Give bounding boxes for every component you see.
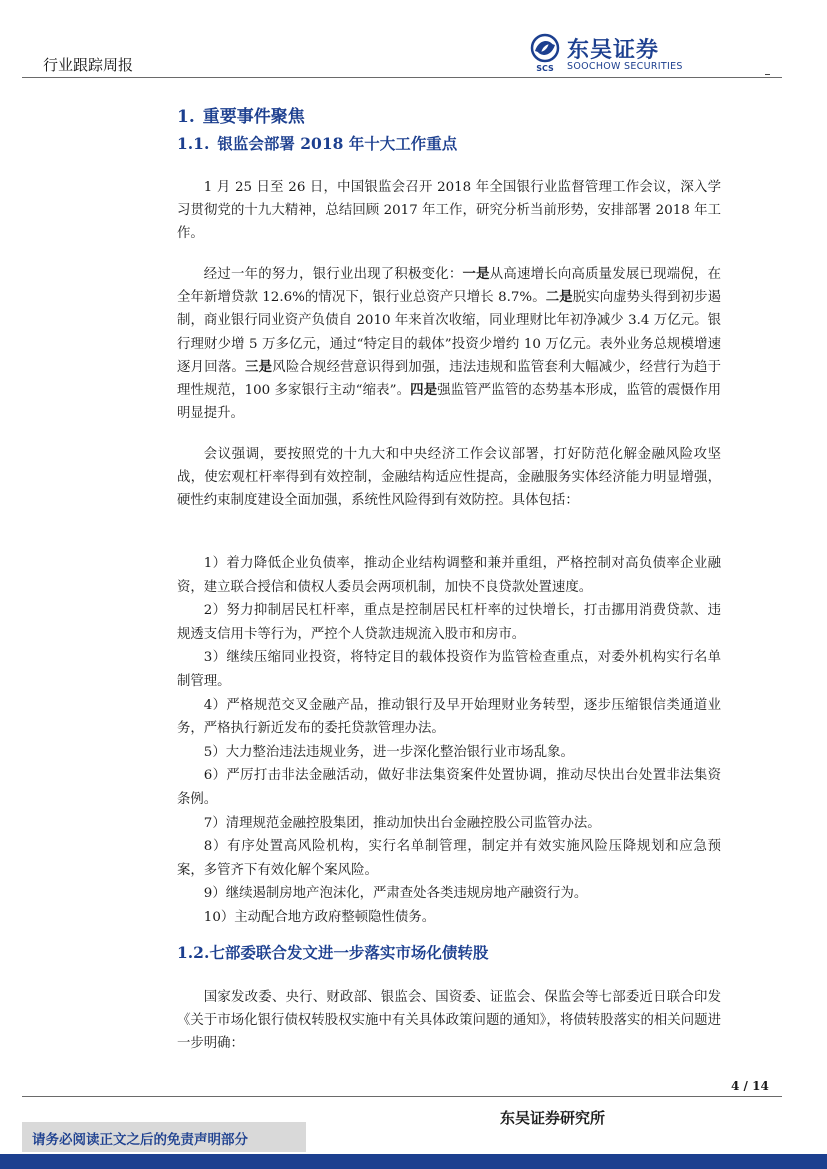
list-item: 1）着力降低企业负债率，推动企业结构调整和兼并重组，严格控制对高负债率企业融资，建立联合授信和债权人委员会两项机制，加快不良贷款处置速度。: [177, 556, 721, 595]
section-1-title: 重要事件聚焦: [202, 107, 305, 127]
footer-divider: [22, 1096, 782, 1097]
section-1-2-heading: [177, 941, 488, 963]
text-span: 脱实向虚势头得到初步遏制，商业银行同业资产负债自 2010 年来首次收缩，同业理财比年初净减少 3.4 万亿元。银行理财少增 5 万多亿元，通过“特定目的载体”投资少增约 10 万亿元。表外业务总规模增速逐月回落。: [177, 290, 721, 375]
disclaimer-banner: [22, 1122, 306, 1152]
work-priorities-list: [177, 552, 721, 930]
logo-chinese-name: 东吴证券: [567, 38, 660, 63]
list-item: 5）大力整治违法违规业务，进一步深化整治银行业市场乱象。: [203, 744, 574, 760]
list-item: 7）清理规范金融控股集团，推动加快出台金融控股公司监管办法。: [203, 815, 601, 831]
section-1-1-number: 1.1.: [177, 134, 210, 153]
paragraph-debt-equity-swap: 国家发改委、央行、财政部、银监会、国资委、证监会、保监会等七部委近日联合印发《关于市场化银行债权转股权实施中有关具体政策问题的通知》，将债转股落实的相关问题进一步明确：: [177, 990, 721, 1052]
section-1-2-title: 七部委联合发文进一步落实市场化债转股: [209, 943, 489, 962]
header-corner-mark: [765, 74, 770, 75]
list-item: 4）严格规范交叉金融产品，推动银行及早开始理财业务转型，逐步压缩银信类通道业务，严格执行新近发布的委托贷款管理办法。: [177, 697, 721, 737]
section-1-number: 1.: [177, 107, 195, 127]
logo-english-name: SOOCHOW SECURITIES: [567, 61, 683, 72]
header-divider: [22, 77, 782, 78]
list-item: 3）继续压缩同业投资，将特定目的载体投资作为监管检查重点，对委外机构实行名单制管理。: [177, 650, 721, 689]
paragraph-meeting-intro: 1 月 25 日至 26 日，中国银监会召开 2018 年全国银行业监督管理工作会议，深入学习贯彻党的十九大精神，总结回顾 2017 年工作，研究分析当前形势，安排部署 2018 年工作。: [177, 180, 721, 242]
section-1-1-title: 银监会部署 2018 年十大工作重点: [217, 134, 458, 153]
list-item: 9）继续遏制房地产泡沫化，严肃查处各类违规房地产融资行为。: [203, 886, 588, 902]
paragraph-meeting-emphasis: 会议强调，要按照党的十九大和中央经济工作会议部署，打好防范化解金融风险攻坚战，使宏观杠杆率得到有效控制，金融结构适应性提高，金融服务实体经济能力明显增强，硬性约束制度建设全面加强，系统性风险得到有效防控。具体包括：: [177, 447, 721, 509]
text-span: 经过一年的努力，银行业出现了积极变化：: [203, 267, 463, 282]
brand-logo: [527, 33, 697, 75]
logo-mark-icon: [527, 33, 563, 73]
bold-marker: 二是: [545, 289, 573, 306]
bold-marker: 一是: [462, 266, 490, 282]
logo-mark-text: SCS: [536, 64, 554, 73]
section-1-2-number: 1.2.: [177, 943, 210, 962]
text-span: 风险合规经营意识得到加强，违法违规和监管套利大幅减少，经营行为趋于理性规范，100 多家银行主动“缩表”。: [177, 359, 722, 399]
report-type-label: 行业跟踪周报: [43, 56, 134, 74]
list-item: 6）严厉打击非法金融活动，做好非法集资案件处置协调，推动尽快出台处置非法集资条例。: [177, 768, 721, 807]
bold-marker: 四是: [410, 382, 438, 399]
list-item: 8）有序处置高风险机构，实行名单制管理，制定并有效实施风险压降规划和应急预案，多管齐下有效化解个案风险。: [177, 839, 721, 878]
paragraph-positive-changes: [177, 263, 721, 425]
text-span: 强监管严监管的态势基本形成，监管的震慑作用明显提升。: [177, 383, 722, 422]
disclaimer-text: 请务必阅读正文之后的免责声明部分: [32, 1132, 248, 1148]
footer-research-institute: 东吴证券研究所: [500, 1109, 606, 1127]
section-1-heading: [177, 102, 305, 127]
list-item: 10）主动配合地方政府整顿隐性债务。: [203, 909, 436, 925]
bold-marker: 三是: [245, 358, 273, 375]
footer-color-bar: [0, 1154, 827, 1169]
section-1-1-heading: [177, 132, 457, 154]
page-number: 4 / 14: [731, 1079, 769, 1093]
text-span: 从高速增长向高质量发展已现端倪，在全年新增贷款 12.6%的情况下，银行业总资产只增长 8.7%。: [177, 267, 722, 306]
list-item: 2）努力抑制居民杠杆率，重点是控制居民杠杆率的过快增长，打击挪用消费贷款、违规透支信用卡等行为，严控个人贷款违规流入股市和房市。: [177, 603, 721, 642]
